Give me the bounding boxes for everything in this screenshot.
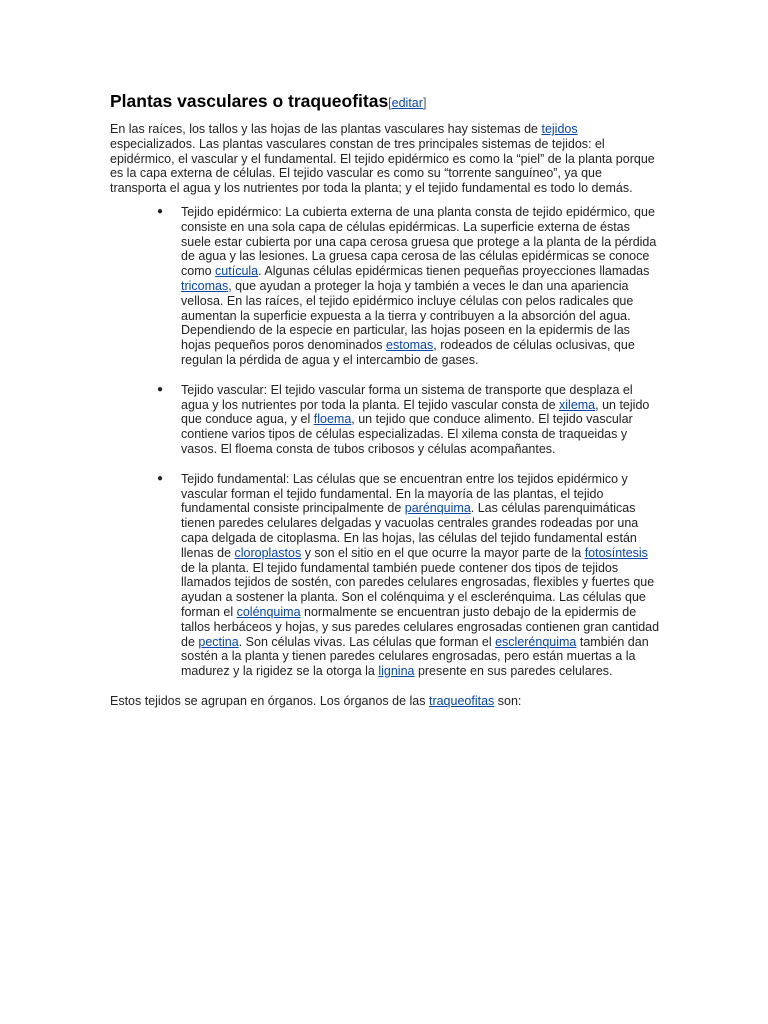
list-item-epidermico — [110, 205, 660, 368]
link-pectina[interactable]: pectina — [198, 634, 239, 649]
item-text: , un tejido que conduce agua, y el — [181, 397, 650, 427]
link-floema[interactable]: floema — [313, 412, 352, 427]
article-content — [110, 88, 660, 709]
bullet-icon: ● — [157, 205, 164, 217]
edit-bracket-close: ] — [422, 96, 427, 110]
item-text: Tejido vascular: El tejido vascular forma un sistema de transporte que desplaza el agua y los nutrientes por toda la planta. El tejido vascular consta de — [181, 382, 633, 412]
link-xilema[interactable]: xilema — [559, 397, 596, 412]
edit-link[interactable]: editar — [391, 96, 423, 110]
item-text: de la planta. El tejido fundamental también puede contener dos tipos de tejidos llamados tejidos de sostén, con paredes celulares engrosadas, flexibles y fuertes que ayudan a sostener la planta. Son el colénquima y el esclerénquima. Las células que forman el — [181, 560, 655, 619]
section-heading — [110, 88, 660, 116]
item-text: Tejido fundamental: Las células que se encuentran entre los tejidos epidérmico y vascular forman el tejido fundamental. En la mayoría de las plantas, el tejido fundamental consiste principalmente de — [181, 471, 628, 516]
section-title: Plantas vasculares o traqueofitas — [110, 91, 389, 111]
intro-paragraph — [110, 122, 660, 196]
link-tricomas[interactable]: tricomas — [181, 278, 229, 293]
item-text: normalmente se encuentran justo debajo de la epidermis de tallos herbáceos y hojas, y sus paredes celulares engrosadas contienen gran cantidad de — [181, 604, 660, 649]
link-fotosintesis[interactable]: fotosíntesis — [584, 545, 648, 560]
closing-text: Estos tejidos se agrupan en órganos. Los órganos de las — [110, 693, 429, 708]
item-text: y son el sitio en el que ocurre la mayor parte de la — [301, 545, 585, 560]
item-text: , que ayudan a proteger la hoja y también a veces le dan una apariencia vellosa. En las raíces, el tejido epidérmico incluye células con pelos radicales que aumentan la superficie expuesta a la tierra y contribuyen a la absorción del agua. Dependiendo de la especie en particular, las hojas poseen en la epidermis de las hojas pequeños poros denominados — [181, 278, 634, 353]
edit-section — [388, 96, 426, 110]
tissue-list — [110, 205, 660, 679]
item-text: presente en sus paredes celulares. — [414, 664, 613, 679]
closing-text: son: — [494, 693, 522, 708]
item-text: . Algunas células epidérmicas tienen pequeñas proyecciones llamadas — [258, 264, 650, 279]
item-text: . Las células parenquimáticas tienen paredes celulares delgadas y vacuolas centrales grandes rodeadas por una capa delgada de citoplasma. En las hojas, las células del tejido fundamental están llenas de — [181, 501, 639, 560]
bullet-icon: ● — [157, 472, 164, 484]
item-text: , un tejido que conduce alimento. El tejido vascular contiene varios tipos de células especializadas. El xilema consta de traqueidas y vasos. El floema consta de tubos cribosos y células acompañantes. — [181, 412, 633, 456]
closing-paragraph — [110, 694, 660, 709]
link-estomas[interactable]: estomas — [386, 338, 434, 353]
intro-text: En las raíces, los tallos y las hojas de las plantas vasculares hay sistemas de — [110, 122, 542, 136]
intro-text: especializados. Las plantas vasculares constan de tres principales sistemas de tejidos: el epidérmico, el vascular y el fundamental. El tejido epidérmico es como la “piel” de la planta porque es la capa externa de células. El tejido vascular es como su “torrente sanguíneo”, ya que transporta el agua y los nutrientes por toda la planta; y el tejido fundamental es todo lo demás. — [110, 136, 655, 196]
link-tejidos[interactable]: tejidos — [541, 122, 578, 136]
link-traqueofitas[interactable]: traqueofitas — [428, 693, 495, 708]
item-text: Tejido epidérmico: La cubierta externa de una planta consta de tejido epidérmico, que consiste en una sola capa de células epidérmicas. La superficie externa de éstas suele estar cubierta por una capa cerosa gruesa que protege a la planta de la pérdida de agua y las lesiones. La gruesa capa cerosa de las células epidérmicas se conoce como — [181, 204, 657, 279]
item-text: , rodeados de células oclusivas, que regulan la pérdida de agua y el intercambio de gases. — [181, 338, 635, 367]
link-colenquima[interactable]: colénquima — [236, 604, 301, 619]
bullet-icon: ● — [157, 383, 164, 395]
link-cloroplastos[interactable]: cloroplastos — [234, 545, 302, 560]
link-esclerenquima[interactable]: esclerénquima — [495, 634, 577, 649]
edit-bracket-open: [ — [388, 96, 392, 110]
list-item-vascular — [110, 383, 660, 457]
list-item-fundamental — [110, 472, 660, 679]
link-lignina[interactable]: lignina — [378, 664, 415, 679]
link-parenquima[interactable]: parénquima — [404, 501, 471, 516]
item-text: . Son células vivas. Las células que forman el — [238, 634, 496, 649]
item-text: también dan sostén a la planta y tienen paredes celulares engrosadas, pero están muertas a la madurez y la rigidez se la otorga la — [181, 634, 649, 679]
link-cuticula[interactable]: cutícula — [215, 264, 259, 279]
